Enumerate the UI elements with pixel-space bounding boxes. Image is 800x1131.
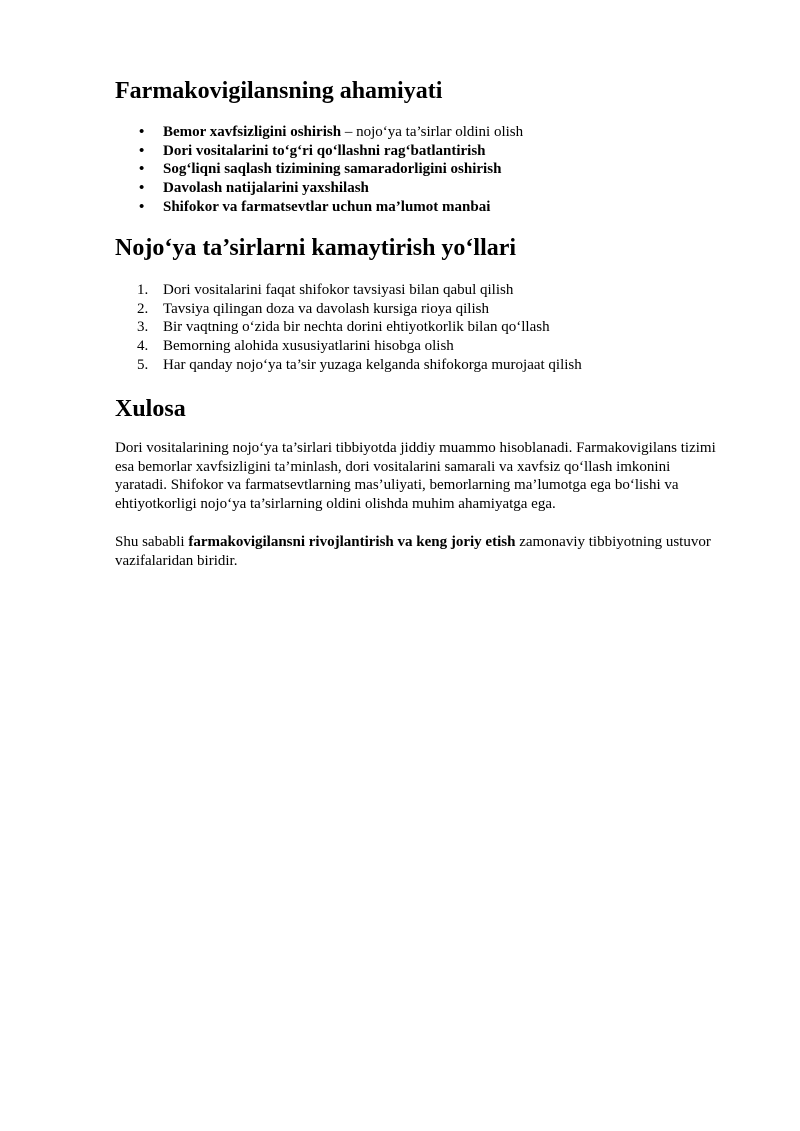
- list-item-number: 3.: [137, 319, 149, 336]
- list-item-number: 2.: [137, 300, 149, 317]
- reduction-numbered-list: [115, 281, 582, 375]
- list-item-bold-text: Sog‘liqni saqlash tizimining samaradorligini oshirish: [163, 161, 502, 178]
- bullet-icon: •: [139, 198, 145, 215]
- list-item: [115, 179, 523, 198]
- list-item: [115, 318, 582, 337]
- bullet-icon: •: [139, 161, 145, 178]
- section-heading-importance: Farmakovigilansning ahamiyati: [115, 78, 443, 104]
- bullet-icon: •: [139, 124, 145, 140]
- list-item: [115, 281, 582, 300]
- list-item-text: – nojo‘ya ta’sirlar oldini olish: [341, 124, 524, 140]
- list-item-bold-text: Dori vositalarini to‘g‘ri qo‘llashni rag‘batlantirish: [163, 142, 486, 159]
- paragraph-text: zamonaviy tibbiyotning ustuvor vazifalaridan biridir.: [115, 534, 711, 569]
- bullet-icon: •: [139, 180, 145, 197]
- importance-bullet-list: [115, 123, 523, 217]
- list-item: [115, 356, 582, 375]
- section-heading-conclusion: Xulosa: [115, 396, 186, 422]
- list-item: [115, 337, 582, 356]
- list-item: [115, 198, 523, 217]
- list-item-number: 1.: [137, 282, 149, 298]
- paragraph-bold-text: farmakovigilansni rivojlantirish va keng joriy etish: [188, 534, 516, 550]
- list-item-text: Bemorning alohida xususiyatlarini hisobga olish: [163, 338, 454, 355]
- list-item-bold-text: Bemor xavfsizligini oshirish: [163, 124, 342, 140]
- conclusion-final-paragraph: [115, 533, 725, 570]
- list-item: [115, 142, 523, 161]
- list-item-text: Tavsiya qilingan doza va davolash kursiga rioya qilish: [163, 300, 489, 317]
- list-item-text: Dori vositalarini faqat shifokor tavsiyasi bilan qabul qilish: [163, 282, 514, 298]
- list-item-number: 4.: [137, 338, 149, 355]
- section-heading-reduction-ways: Nojo‘ya ta’sirlarni kamaytirish yo‘llari: [115, 235, 517, 261]
- list-item: [115, 123, 523, 142]
- list-item-number: 5.: [137, 356, 149, 373]
- list-item-text: Bir vaqtning o‘zida bir nechta dorini ehtiyotkorlik bilan qo‘llash: [163, 319, 550, 336]
- bullet-icon: •: [139, 142, 145, 159]
- list-item: [115, 160, 523, 179]
- list-item-text: Har qanday nojo‘ya ta’sir yuzaga kelganda shifokorga murojaat qilish: [163, 356, 582, 373]
- paragraph-text: Shu sababli: [115, 534, 189, 550]
- conclusion-paragraph: Dori vositalarining nojo‘ya ta’sirlari tibbiyotda jiddiy muammo hisoblanadi. Farmakovigilans tizimi esa bemorlar xavfsizligini ta’minlash, dori vositalarini samarali va xavfsiz qo‘llash imkonini yaratadi. Shifokor va farmatsevtlarning mas’uliyati, bemorlarning ma’lumotga ega bo‘lishi va ehtiyotkorligi nojo‘ya ta’sirlarning oldini olishda muhim ahamiyatga ega.: [115, 440, 716, 513]
- list-item-bold-text: Shifokor va farmatsevtlar uchun ma’lumot manbai: [163, 198, 491, 215]
- list-item: [115, 300, 582, 319]
- list-item-bold-text: Davolash natijalarini yaxshilash: [163, 180, 369, 197]
